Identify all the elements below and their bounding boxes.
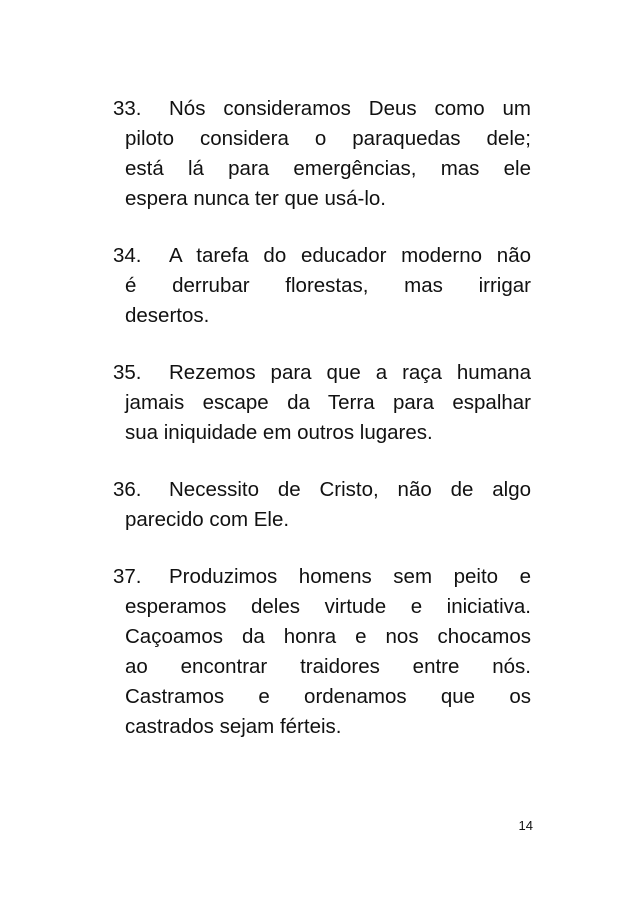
quote-text: Rezemos para que a raça humana <box>169 361 531 384</box>
quote-entry-33 <box>113 94 531 214</box>
quote-list <box>113 94 531 769</box>
quote-line: esperamos deles virtude e iniciativa. <box>125 595 531 618</box>
page-number: 14 <box>518 818 533 833</box>
quote-line <box>113 475 531 505</box>
quote-entry-34 <box>113 241 531 331</box>
quote-line: castrados sejam férteis. <box>125 715 342 738</box>
quote-line: sua iniquidade em outros lugares. <box>125 421 433 444</box>
quote-line <box>113 94 531 124</box>
quote-text: Nós consideramos Deus como um <box>169 97 531 120</box>
quote-line: jamais escape da Terra para espalhar <box>125 391 531 414</box>
quote-line: espera nunca ter que usá-lo. <box>125 187 386 210</box>
quote-entry-36 <box>113 475 531 535</box>
quote-number: 35. <box>113 361 142 384</box>
quote-line: está lá para emergências, mas ele <box>125 157 531 180</box>
quote-text: Necessito de Cristo, não de algo <box>169 478 531 501</box>
quote-text: A tarefa do educador moderno não <box>169 244 531 267</box>
quote-line: Castramos e ordenamos que os <box>125 685 531 708</box>
quote-number: 33. <box>113 97 142 120</box>
quote-number: 37. <box>113 565 142 588</box>
quote-line: parecido com Ele. <box>125 508 290 531</box>
quote-entry-37 <box>113 562 531 742</box>
quote-line: é derrubar florestas, mas irrigar <box>125 274 531 297</box>
quote-entry-35 <box>113 358 531 448</box>
quote-number: 34. <box>113 244 142 267</box>
quote-line: ao encontrar traidores entre nós. <box>125 655 531 678</box>
quote-line <box>113 562 531 592</box>
quote-line: Caçoamos da honra e nos chocamos <box>125 625 531 648</box>
quote-line <box>113 358 531 388</box>
quote-line: desertos. <box>125 304 210 327</box>
quote-text: Produzimos homens sem peito e <box>169 565 531 588</box>
quote-line: piloto considera o paraquedas dele; <box>125 127 531 150</box>
quote-number: 36. <box>113 478 142 501</box>
quote-line <box>113 241 531 271</box>
